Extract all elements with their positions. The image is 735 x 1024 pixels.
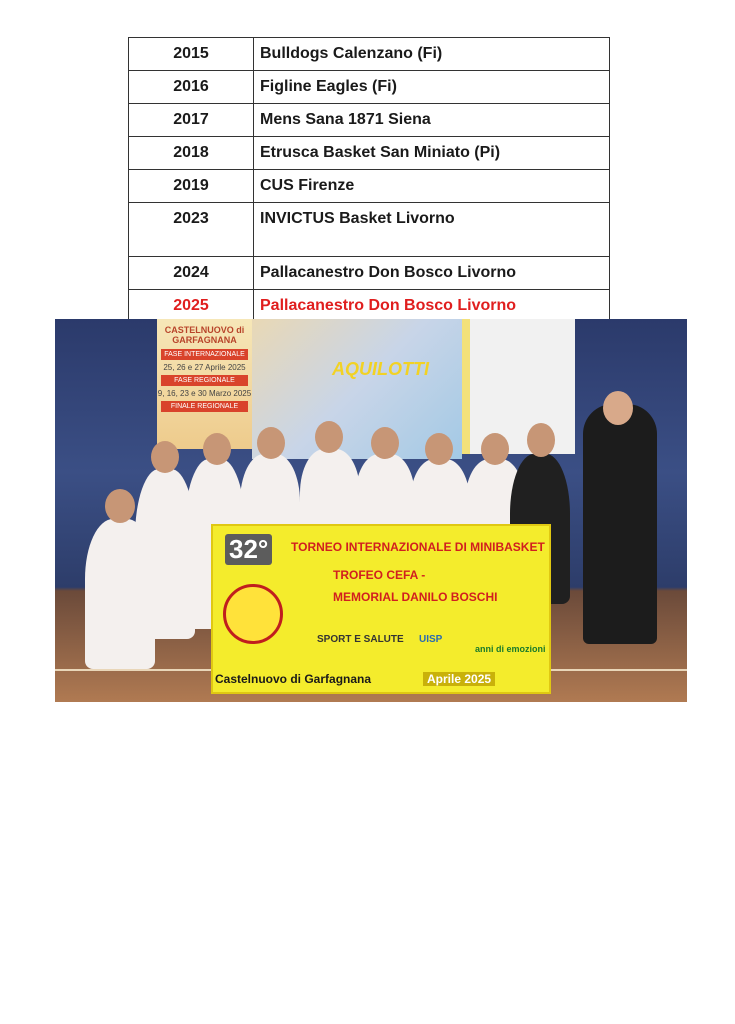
player-head xyxy=(481,433,509,465)
player-head xyxy=(203,433,231,465)
player-head xyxy=(105,489,135,523)
sport-salute-logo: SPORT E SALUTE xyxy=(317,634,404,645)
team-photo xyxy=(55,319,687,702)
cefa-logo-icon xyxy=(223,584,283,644)
player-head xyxy=(151,441,179,473)
winner-row xyxy=(129,104,610,137)
poster-date: Aprile 2025 xyxy=(423,672,495,686)
banner-phase-reg: FASE REGIONALE xyxy=(161,375,248,386)
player-head xyxy=(371,427,399,459)
winner-team: Mens Sana 1871 Siena xyxy=(254,104,610,137)
player-head xyxy=(425,433,453,465)
anni-emozioni-logo: anni di emozioni xyxy=(475,644,546,654)
player-head xyxy=(257,427,285,459)
tournament-poster xyxy=(211,524,551,694)
winners-table xyxy=(128,37,610,323)
banner-phase-int: FASE INTERNAZIONALE xyxy=(161,349,248,360)
winner-year: 2018 xyxy=(129,137,254,170)
winner-team: Bulldogs Calenzano (Fi) xyxy=(254,38,610,71)
edition-number: 32° xyxy=(225,534,272,565)
winner-row xyxy=(129,71,610,104)
banner-final-reg: FINALE REGIONALE xyxy=(161,401,248,412)
winner-row xyxy=(129,290,610,323)
coach-head xyxy=(527,423,555,457)
winner-team: Etrusca Basket San Miniato (Pi) xyxy=(254,137,610,170)
winner-year: 2024 xyxy=(129,257,254,290)
winner-team: Figline Eagles (Fi) xyxy=(254,71,610,104)
winner-year: 2023 xyxy=(129,203,254,257)
coach-right-head xyxy=(603,391,633,425)
winner-year: 2025 xyxy=(129,290,254,323)
winner-row xyxy=(129,203,610,257)
poster-title: TORNEO INTERNAZIONALE DI MINIBASKET xyxy=(291,540,545,554)
poster-place: Castelnuovo di Garfagnana xyxy=(215,672,372,686)
winner-team: INVICTUS Basket Livorno xyxy=(254,203,610,257)
winner-team: Pallacanestro Don Bosco Livorno xyxy=(254,257,610,290)
winner-year: 2016 xyxy=(129,71,254,104)
winner-row xyxy=(129,38,610,71)
coach-right xyxy=(583,404,657,644)
winner-team: CUS Firenze xyxy=(254,170,610,203)
winner-row xyxy=(129,170,610,203)
winner-row xyxy=(129,257,610,290)
winner-row xyxy=(129,137,610,170)
banner-title: CASTELNUOVO di GARFAGNANA xyxy=(164,325,245,345)
aquilotti-text: AQUILOTTI xyxy=(332,359,429,379)
banner-phase-int-dates: 25, 26 e 27 Aprile 2025 xyxy=(163,363,246,372)
player-head xyxy=(315,421,343,453)
winner-year: 2015 xyxy=(129,38,254,71)
poster-memorial: MEMORIAL DANILO BOSCHI xyxy=(333,590,498,604)
winner-year: 2017 xyxy=(129,104,254,137)
poster-trophy: TROFEO CEFA - xyxy=(333,568,426,582)
banner-phase-reg-dates: 9, 16, 23 e 30 Marzo 2025 xyxy=(157,389,252,398)
winner-year: 2019 xyxy=(129,170,254,203)
winner-team: Pallacanestro Don Bosco Livorno xyxy=(254,290,610,323)
uisp-logo: UISP xyxy=(419,634,443,645)
